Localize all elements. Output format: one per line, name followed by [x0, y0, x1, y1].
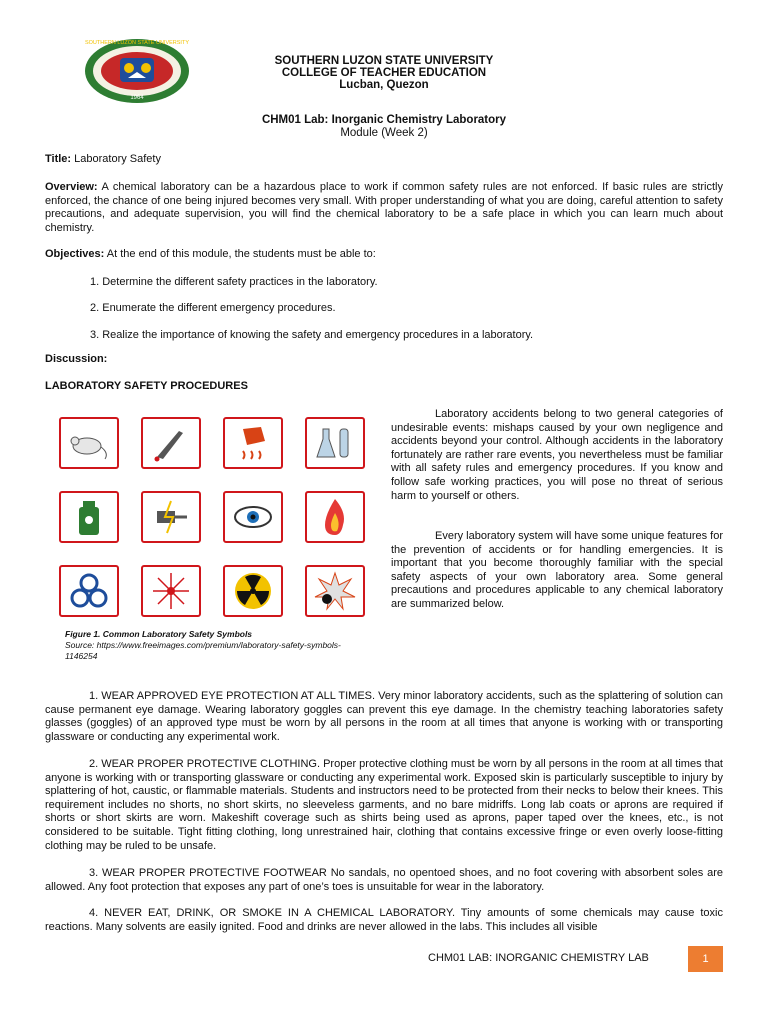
- safety-symbols-figure: [45, 405, 375, 627]
- course-title: CHM01 Lab: Inorganic Chemistry Laboratory: [261, 114, 507, 126]
- rule-paragraph: 4. NEVER EAT, DRINK, OR SMOKE IN A CHEMICAL LABORATORY. Tiny amounts of some chemicals may cause toxic reactions. Many solvents are easily ignited. Food and drinks are never allowed in the labs. This includes all visible: [45, 907, 723, 933]
- objective-item: 2. Enumerate the different emergency procedures.: [90, 302, 336, 314]
- laser-icon: [141, 565, 201, 617]
- eye-protection-icon: [223, 491, 283, 543]
- section-heading: LABORATORY SAFETY PROCEDURES: [45, 380, 248, 392]
- glassware-icon: [305, 417, 365, 469]
- svg-text:SOUTHERN LUZON STATE UNIVERSIT: SOUTHERN LUZON STATE UNIVERSITY: [84, 40, 190, 46]
- page-number: 1: [688, 946, 723, 972]
- overview-label: Overview:: [45, 181, 98, 193]
- rule-paragraph: 3. WEAR PROPER PROTECTIVE FOOTWEAR No sandals, no opentoed shoes, and no foot covering with absorbent soles are allowed. Any foot protection that exposes any part of one’s toes is unsuitable for wear in the laboratory.: [45, 867, 723, 893]
- fire-icon: [305, 491, 365, 543]
- animal-hazard-icon: [59, 417, 119, 469]
- objective-item: 1. Determine the different safety practices in the laboratory.: [90, 276, 378, 288]
- discussion-label: Discussion:: [45, 353, 108, 365]
- objectives-label: Objectives:: [45, 248, 105, 260]
- university-name: SOUTHERN LUZON STATE UNIVERSITY: [274, 55, 494, 67]
- objective-item: 3. Realize the importance of knowing the safety and emergency procedures in a laboratory.: [90, 329, 534, 341]
- college-name: COLLEGE OF TEACHER EDUCATION: [281, 67, 487, 79]
- overview-paragraph: [45, 181, 723, 235]
- rule-paragraph: 1. WEAR APPROVED EYE PROTECTION AT ALL TIMES. Very minor laboratory accidents, such as the splattering of solution can cause permanent eye damage. Wearing laboratory goggles can prevent this eye damage. In the chemistry teaching laboratories safety glasses (goggles) of an approved type must be worn by all persons in the room at all times that anyone is working with or transporting glassware or conducting any experimental work.: [45, 690, 723, 743]
- side-paragraph: Every laboratory system will have some unique features for the prevention of accidents or for handling emergencies. It is important that you become thoroughly familiar with the special safety aspects of your own laboratory area. Some general precautions and procedures applicable to any chemical laboratory are summarized below.: [391, 530, 723, 610]
- sharp-object-icon: [141, 417, 201, 469]
- title-line: [45, 153, 725, 167]
- toxic-icon: [59, 491, 119, 543]
- objectives-intro: At the end of this module, the students must be able to:: [106, 248, 376, 260]
- figure-source: Source: https://www.freeimages.com/premium/laboratory-safety-symbols-1146254: [65, 640, 341, 661]
- overview-text: A chemical laboratory can be a hazardous place to work if common safety rules are not enforced. If basic rules are strictly enforced, the chance of one being injured becomes very small. With proper understanding of what you are doing, careful attention to safety precautions, and adequate supervision, you will find the chemical laboratory to be a safe place in which you can learn much about chemistry.: [45, 181, 724, 234]
- rule-paragraph: 2. WEAR PROPER PROTECTIVE CLOTHING. Proper protective clothing must be worn by all persons in the room at all times that anyone is working with or transporting glassware or conducting any experimental work. Exposed skin is particularly susceptible to injury by splattering of hot, caustic, or flammable materials. Students and instructors need to be protected from their necks to below their knees. This requirement includes no shorts, no short skirts, no sleeveless garments, and no bare midriffs. Long lab coats or aprons are required if shorts or short skirts are worn. Makeshift coverage such as shirts being used as aprons, paper taped over the knees, etc., is not considered to be suitable. Tight fitting clothing, long unrestrained hair, clothing that contains excessive fringe or even overly loose-fitting clothing may be ruled to be unsafe.: [45, 758, 723, 852]
- biohazard-icon: [59, 565, 119, 617]
- radioactive-icon: [223, 565, 283, 617]
- location: Lucban, Quezon: [339, 79, 429, 91]
- module-label: Module (Week 2): [340, 127, 428, 139]
- electrical-icon: [141, 491, 201, 543]
- hot-surface-icon: [223, 417, 283, 469]
- footer-text: CHM01 LAB: INORGANIC CHEMISTRY LAB: [428, 952, 649, 964]
- svg-text:1964: 1964: [130, 95, 144, 101]
- side-paragraph: Laboratory accidents belong to two general categories of undesirable events: mishaps caused by your own negligence and accidents beyond your control. Although accidents in the laboratory fortunately are rather rare events, you nevertheless must be familiar with all safety rules and emergency procedures. If you know and follow safe working practices, you will pose no threat of serious harm to yourself or others.: [391, 408, 723, 502]
- figure-caption: Figure 1. Common Laboratory Safety Symbols: [65, 629, 253, 639]
- objectives-line: [45, 248, 725, 262]
- title-label: Title:: [45, 153, 72, 165]
- title-value: Laboratory Safety: [74, 153, 161, 165]
- explosive-icon: [305, 565, 365, 617]
